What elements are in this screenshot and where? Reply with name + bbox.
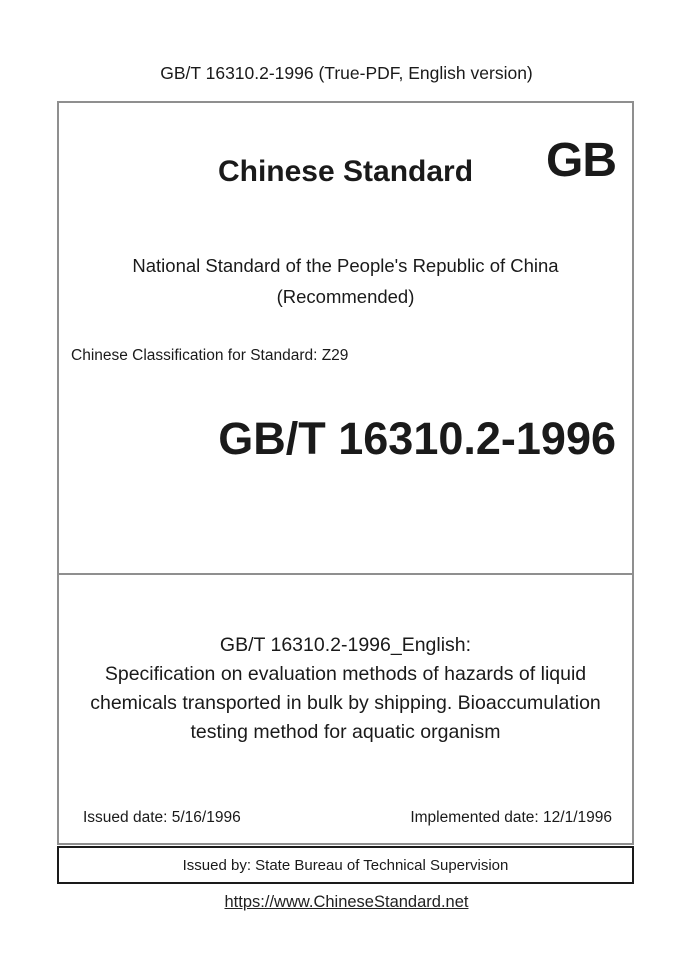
footer (0, 893, 693, 912)
description-line: chemicals transported in bulk by shipping. Bioaccumulation (90, 692, 601, 714)
cover-box (57, 101, 634, 845)
issued-by-text: Issued by: State Bureau of Technical Supervision (182, 856, 509, 874)
description-line: testing method for aquatic organism (190, 721, 501, 743)
english-title-label: GB/T 16310.2-1996_English: (219, 634, 472, 656)
issued-by-box (57, 846, 634, 884)
classification-line: Chinese Classification for Standard: Z29 (71, 347, 349, 364)
website-link[interactable]: https://www.ChineseStandard.net (224, 893, 469, 911)
page-header-title: GB/T 16310.2-1996 (True-PDF, English version) (160, 63, 533, 83)
brand-title: Chinese Standard (217, 155, 474, 188)
dates-row (83, 809, 612, 827)
section-divider (59, 573, 632, 575)
implemented-date: Implemented date: 12/1/1996 (410, 809, 612, 826)
description-line: Specification on evaluation methods of hazards of liquid (104, 663, 587, 685)
standard-number: GB/T 16310.2-1996 (218, 413, 616, 464)
english-description (59, 631, 632, 747)
national-standard-line: National Standard of the People's Republic of China (132, 255, 559, 276)
recommended-line: (Recommended) (276, 286, 415, 307)
issued-date: Issued date: 5/16/1996 (83, 809, 241, 826)
gb-logo: GB (546, 134, 616, 187)
